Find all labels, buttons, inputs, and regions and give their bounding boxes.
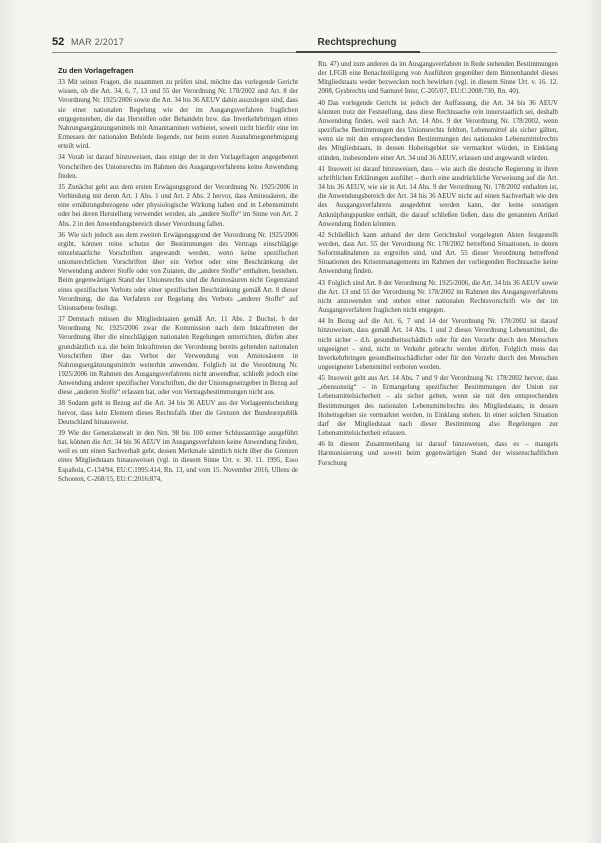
paragraph-number: 35 xyxy=(58,183,65,191)
paragraph-number: 45 xyxy=(318,375,325,383)
paragraph xyxy=(58,78,298,151)
paragraph xyxy=(318,165,558,229)
paragraph-text: Das vorlegende Gericht ist jedoch der Auffassung, die Art. 34 bis 36 AEUV könnten trotz der Feststellung, dass diese Rechtssache rein innerstaatlich sei, deshalb Anwendung finden, weil nach Art. 14 Abs. 9 der Verordnung Nr. 178/2002, wenn spezifische Bestimmungen des Unionsrechts fehlten, Lebensmittel als sicher gälten, wenn sie mit den entsprechenden Bestimmungen des nationalen Lebensmittelrechts des Mitgliedstaats, in dessen Hoheitsgebiet sie vermarktet würden, in Einklang stünden, insbesondere einer Art. 34 und 36 AEUV, erlassen und angewandt würden. xyxy=(318,99,558,162)
paragraph-number: 43 xyxy=(318,279,325,287)
paragraph xyxy=(58,315,298,397)
paragraph-number: 36 xyxy=(58,231,65,239)
paragraph-text: Insoweit geht aus Art. 14 Abs. 7 und 9 der Verordnung Nr. 178/2002 hervor, dass „ebensonstig“ – in Ermangelung spezifischer Bestimmungen der Union zur Lebensmittelsicherheit – als sicher gelten, wenn sie mit den entsprechenden Bestimmungen des nationalen Lebensmittelrechts des Mitgliedstaats, in dessen Hoheitsgebiet sie vermarktet werden, in Einklang stehen. In einer solchen Situation darf der Mitgliedstaat nach dieser Bestimmung also Regelungen zur Lebensmittelsicherheit erlassen. xyxy=(318,375,558,438)
paragraph-text: Demnach müssen die Mitgliedstaaten gemäß Art. 11 Abs. 2 Buchst. b der Verordnung Nr. 1925/2006 zwar die Kommission nach dem Inkrafttreten der Verordnung über die einschlägigen nationalen Regelungen unterrichten, dürfen aber grundsätzlich u.a. die beim Inkrafttreten der Verordnung bereits geltenden nationalen Vorschriften über das Verbot der Verwendung von Aminosäuren in Nahrungsergänzungsmitteln weiterhin anwenden. Folglich ist die Verordnung Nr. 1925/2006 im Rahmen des Ausgangsverfahrens nicht anwendbar, schließt jedoch eine Anwendung anderer spezifischer Vorschriften, die der Unionsgesetzgeber in Bezug auf diese „anderen Stoffe“ erlassen hat, oder von Vertragsbestimmungen nicht aus. xyxy=(58,316,298,397)
paragraph xyxy=(58,153,298,180)
paragraph xyxy=(58,231,298,313)
paragraph-number: 33 xyxy=(58,79,65,87)
paragraph-text: Wie der Generalanwalt in den Nrn. 98 bis 100 seiner Schlussanträge ausgeführt hat, können die Art. 34 bis 36 AEUV im Ausgangsverfahren keine Anwendung finden, weil es um einen Sachverhalt geht, dessen Merkmale sämtlich nicht über die Grenzen eines Mitgliedstaats hinausweisen (vgl. in diesem Sinne Urt. v. 30. 11. 1995, Esso Española, C-134/94, EU:C:1995:414, Rn. 13, und vom 15. November 2016, Ullens de Schooten, C-268/15, EU:C:2016:874, xyxy=(58,429,298,483)
paragraph xyxy=(318,279,558,316)
paragraph-number: 37 xyxy=(58,316,65,324)
paragraph-text: Mit seinen Fragen, die zusammen zu prüfen sind, möchte das vorlegende Gericht wissen, ob die Art. 34, 6, 7, 13 und 55 der Verordnung Nr. 178/2002 und Art. 8 der Verordnung Nr. 1925/2006 sowie die Art. 34 bis 36 AEUV dahin auszulegen sind, dass sie einer nationalen Regelung wie der im Ausgangsverfahren fraglichen entgegenstehen, die das Herstellen oder Behandeln bzw. das Inverkehrbringen eines Nahrungsergänzungsmittels mit Amanitaminen verbietet, soweit nicht hierfür eine im Ermessen der nationalen Behörde liegende, nur beim ersten Ausnahmegenehmigung erteilt wird. xyxy=(58,79,298,151)
paragraph-text: Sodann geht in Bezug auf die Art. 34 bis 36 AEUV aus der Vorlageentscheidung hervor, dass kein Element dieses Rechtsfalls über die Grenzen der Bundesrepublik Deutschland hinausweist. xyxy=(58,400,298,426)
right-column xyxy=(318,60,558,470)
page-header xyxy=(52,36,557,50)
paragraph-text: Rn. 47) und zum anderen da im Ausgangsverfahren in Rede stehenden Bestimmungen der LFGB eine Benachteiligung von Ausführen gegenüber dem Binnenhandel dieses Mitgliedstaats weder bezwecken noch bewirken (vgl. in diesem Sinne Urt. v. 16. 12. 2008, Gysbrechts und Santurel Inter, C-205/07, EU:C:2008:730, Rn. 40). xyxy=(318,61,558,96)
section-title: Rechtsprechung xyxy=(317,37,397,48)
section-rule xyxy=(296,51,420,53)
paragraph-text: Zunächst geht aus dem ersten Erwägungsgrund der Verordnung Nr. 1925/2006 in Verbindung mit deren Art. 1 Abs. 1 und Art. 2 Abs. 2 hervor, dass Aminosäuren, die eine ernährungsbezogene oder physiologische Wirkung haben und in Lebensmitteln oder bei deren Herstellung verwendet werden, als „andere Stoffe“ im Sinne von Art. 2 Abs. 2 in den Anwendungsbereich dieser Verordnung fallen. xyxy=(58,183,298,228)
paragraph-number: 34 xyxy=(58,154,65,162)
paragraph xyxy=(318,440,558,467)
paragraph-text: Insoweit ist darauf hinzuweisen, dass – wie auch die deutsche Regierung in ihren schriftlichen Erklärungen ausführt – durch eine ausdrückliche Verweisung auf die Art. 34 bis 36 AEUV, wie sie in Art. 14 Abs. 9 der Verordnung Nr. 178/2002 enthalten ist, die Anwendungsbereich der Art. 34 bis 36 AEUV nicht auf einen Sachverhalt wie den des Ausgangsverfahrens ausgedehnt werden kann, der keine sonstigen Anknüpfungspunkte enthält, die darauf schließen ließen, dass die genannten Artikel Anwendung finden könnten. xyxy=(318,165,558,228)
paragraph xyxy=(58,429,298,484)
left-paragraphs xyxy=(58,78,298,484)
paragraph xyxy=(58,399,298,426)
paragraph-text: In Bezug auf die Art. 6, 7 und 14 der Verordnung Nr. 178/2002 ist darauf hinzuweisen, dass gemäß Art. 14 Abs. 1 und 2 dieses Verordnung Lebensmittel, die nicht sicher – d.h. gesundheitsschädlich oder für den Verzehr durch den Menschen ungeeignet – sind, nicht in Verkehr gebracht werden dürfen. Folglich muss das Inverkehrbringen gesundheitsschädlicher oder für den Verzehr durch den Menschen ungeeigneter Lebensmittel verboten werden. xyxy=(318,318,558,371)
paragraph xyxy=(318,317,558,372)
right-paragraphs xyxy=(318,60,558,468)
paragraph-text: Schließlich kann anhand der dem Gerichtshof vorgelegten Akten festgestellt werden, dass Art. 55 der Verordnung Nr. 178/2002 betreffend Situationen, in denen Sofortmaßnahmen zu ergreifen sind, und Art. 55 dieser Verordnung betreffend Situationen des Krisenmanagements im Rahmen der vorliegenden Rechtssache keine Anwendung finden. xyxy=(318,231,558,276)
paragraph-number: 46 xyxy=(318,441,325,449)
paragraph-number: 40 xyxy=(318,99,325,107)
paragraph-number: 39 xyxy=(58,429,65,437)
paragraph xyxy=(58,183,298,229)
paragraph-text: Wie sich jedoch aus dem zweiten Erwägungsgrund der Verordnung Nr. 1925/2006 ergibt, können reine schutze der Bestimmungen des Vertrags einschlägige einzelstaatliche Vorschriften angewandt werden, wenn keine spezifischen unionsrechtlichen Vorschriften über ein Verbot oder eine Beschränkung der Verwendung anderer Stoffe oder von Zutaten, die „andere Stoffe“ enthalten, bestehen. Beim gegenwärtigen Stand der Unionsrechts sind die Aminosäuren nicht Gegenstand eines spezifischen Verbots oder einer spezifischen Beschränkung gemäß Art. 8 dieser Verordnung, die das Verfahren zur Regelung des Verbots „anderer Stoffe“ auf Unionsebene festlegt. xyxy=(58,231,298,312)
paragraph xyxy=(318,231,558,277)
paragraph-number: 38 xyxy=(58,400,65,408)
section-heading: Zu den Vorlagefragen xyxy=(58,66,134,75)
paragraph-number: 44 xyxy=(318,318,325,326)
paragraph-text: Vorab ist darauf hinzuweisen, dass einige der in den Vorlagefragen angegebenen Vorschriften des Unionsrechts im Rahmen des Ausgangsverfahrens keine Anwendung finden. xyxy=(58,154,298,180)
paragraph-number: 41 xyxy=(318,165,325,173)
page-number: 52 xyxy=(52,36,65,48)
paragraph-text: Folglich sind Art. 8 der Verordnung Nr. 1925/2006, die Art. 34 bis 36 AEUV sowie die Art. 13 und 55 der Verordnung Nr. 178/2002 im Rahmen des Ausgangsverfahrens nicht anzuwenden und stehen einer nationalen Rechtsvorschrift wie der im Ausgangsverfahren fraglichen nicht entgegen. xyxy=(318,279,558,315)
paragraph-text: In diesem Zusammenhang ist darauf hinzuweisen, dass es – mangels Harmonisierung und soweit beim gegenwärtigen Stand der wissenschaftlichen Forschung xyxy=(318,441,558,467)
paragraph xyxy=(318,60,558,97)
left-column xyxy=(58,66,298,486)
journal-issue: MAR 2/2017 xyxy=(71,37,125,47)
paragraph-number: 42 xyxy=(318,231,325,239)
paragraph xyxy=(318,99,558,163)
paragraph xyxy=(318,374,558,438)
